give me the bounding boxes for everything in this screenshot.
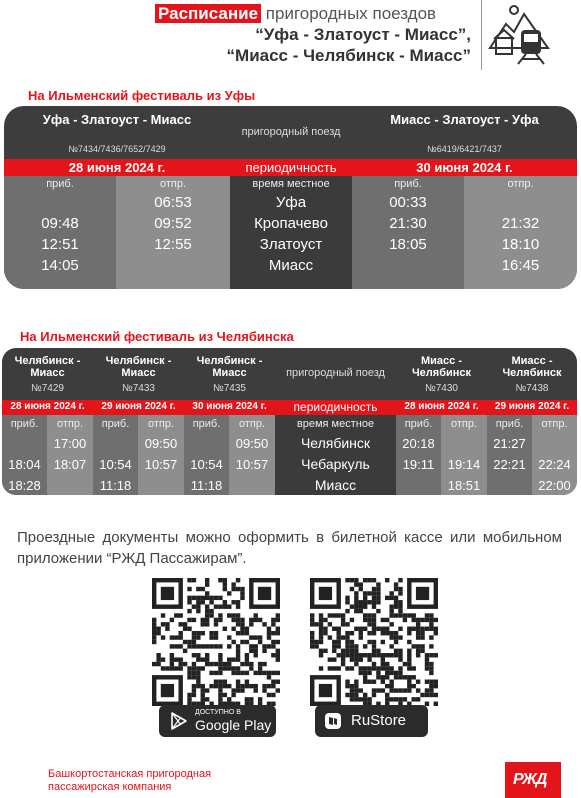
table-cell: 18:05 [389, 236, 427, 253]
section1-title: На Ильменский фестиваль из Уфы [28, 88, 256, 103]
table-cell: 12:51 [41, 236, 79, 253]
train-date: 30 июня 2024 г. [192, 401, 267, 412]
info-text: Проездные документы можно оформить в билетной кассе или мобильном приложении “РЖД Пассажирам”. [17, 529, 562, 567]
table-cell: 22:21 [493, 457, 526, 472]
train-house-icon [488, 4, 550, 66]
date-bar [2, 400, 577, 415]
rustore-button[interactable] [315, 705, 428, 737]
left-train-numbers: №7434/7436/7652/7429 [68, 144, 166, 154]
train-date: 28 июня 2024 г. [404, 401, 479, 412]
table-cell: 09:50 [235, 436, 269, 451]
left-date: 28 июня 2024 г. [68, 160, 166, 175]
table-cell: 22:00 [538, 478, 571, 493]
schedule-table-ufa [4, 106, 577, 289]
table-cell: 19:11 [402, 457, 435, 472]
station-name: Кропачево [254, 215, 328, 232]
train-header: Челябинск - Миасс [14, 355, 81, 379]
arr-label: приб. [192, 418, 221, 430]
dep-label: отпр. [541, 418, 568, 430]
qr-code-google-play[interactable] [152, 578, 280, 706]
company-line2: пассажирская компания [48, 781, 172, 793]
table-cell: 18:07 [53, 457, 87, 472]
header-route-line1: “Уфа - Златоуст - Миасс”, [255, 25, 471, 44]
table-cell: 00:33 [389, 194, 427, 211]
time-local-label: время местное [296, 418, 375, 430]
arr-label: приб. [10, 418, 39, 430]
left-dep-column [116, 176, 230, 289]
train-header: Миасс - Челябинск [411, 355, 472, 379]
table-cell: 16:45 [501, 257, 540, 274]
station-name: Чебаркуль [301, 456, 370, 472]
left-dep-label: отпр. [159, 178, 187, 190]
arr-label: приб. [404, 418, 433, 430]
header-divider [481, 0, 482, 70]
dep-label: отпр. [147, 418, 175, 430]
header-title [155, 4, 436, 24]
right-train-numbers: №6419/6421/7437 [427, 144, 502, 154]
date-bar [4, 159, 577, 176]
table-cell: 18:51 [447, 478, 481, 493]
station-name: Миасс [268, 257, 314, 274]
schedule-table-chelyabinsk [2, 348, 577, 495]
train-number: №7433 [122, 383, 155, 394]
right-date: 30 июня 2024 г. [416, 160, 513, 175]
right-dep-label: отпр. [507, 178, 534, 190]
center-header: пригородный поезд [241, 126, 341, 138]
table-cell: 14:05 [41, 257, 79, 274]
company-name [48, 768, 211, 794]
google-play-small-text: ДОСТУПНО В [195, 709, 241, 716]
section2-title: На Ильменский фестиваль из Челябинска [20, 329, 294, 344]
google-play-label: Google Play [195, 717, 272, 733]
google-play-button[interactable] [159, 705, 276, 737]
station-name: Уфа [275, 194, 307, 211]
periodicity-label: периодичность [245, 160, 337, 175]
right-route-label: Миасс - Златоуст - Уфа [390, 112, 539, 127]
right-arr-column [352, 176, 464, 289]
qr-code-rustore[interactable] [310, 578, 438, 706]
train-header: Миасс - Челябинск [502, 355, 562, 379]
rzd-logo-text: РЖД [513, 771, 547, 788]
table-cell: 11:18 [190, 478, 223, 493]
header-title-highlight: Расписание [155, 4, 261, 23]
rustore-label: RuStore [351, 712, 407, 729]
dep-label: отпр. [450, 418, 478, 430]
header-title-rest: пригородных поездов [265, 4, 437, 23]
table-cell: 17:00 [53, 436, 87, 451]
time-local-label: время местное [252, 178, 330, 190]
table-cell: 21:32 [501, 215, 540, 232]
table-cell: 09:52 [154, 215, 192, 232]
table-cell: 22:24 [538, 457, 571, 472]
train-number: №7438 [515, 383, 549, 394]
station-name: Челябинск [300, 435, 371, 451]
dep-label: отпр. [56, 418, 84, 430]
table-cell: 11:18 [99, 478, 132, 493]
table-cell: 18:04 [8, 457, 41, 472]
rzd-logo [505, 762, 561, 798]
header-route-line2: “Миасс - Челябинск - Миасс” [226, 46, 471, 65]
left-arr-label: приб. [46, 178, 74, 190]
center-header: пригородный поезд [286, 367, 385, 379]
station-name: Златоуст [259, 236, 323, 253]
train-date: 29 июня 2024 г. [101, 401, 176, 412]
arr-label: приб. [495, 418, 524, 430]
table-cell: 09:50 [144, 436, 178, 451]
train-number: №7435 [213, 383, 246, 394]
table-cell: 10:57 [144, 457, 178, 472]
table-cell: 06:53 [154, 194, 192, 211]
right-arr-label: приб. [394, 178, 422, 190]
dep-label: отпр. [238, 418, 266, 430]
arr-label: приб. [101, 418, 130, 430]
train-date: 28 июня 2024 г. [10, 401, 85, 412]
play-store-icon [169, 711, 189, 731]
table-cell: 12:55 [154, 236, 192, 253]
left-route-label: Уфа - Златоуст - Миасс [42, 112, 192, 127]
rustore-icon [324, 712, 342, 730]
table-cell: 19:14 [447, 457, 481, 472]
table-cell: 10:57 [235, 457, 269, 472]
table-cell: 09:48 [41, 215, 79, 232]
company-line1: Башкортостанская пригородная [48, 768, 212, 780]
train-header: Челябинск - Миасс [196, 355, 263, 379]
train-date: 29 июня 2024 г. [494, 401, 570, 412]
train-number: №7429 [31, 383, 64, 394]
table-cell: 20:18 [402, 436, 435, 451]
train-number: №7430 [425, 383, 458, 394]
train-header: Челябинск - Миасс [105, 355, 172, 379]
periodicity-label: периодичность [293, 400, 378, 414]
table-cell: 18:28 [8, 478, 41, 493]
table-cell: 21:30 [389, 215, 427, 232]
table-cell: 10:54 [190, 457, 223, 472]
table-cell: 21:27 [493, 436, 526, 451]
station-name: Миасс [314, 477, 357, 493]
table-cell: 18:10 [501, 236, 540, 253]
table-cell: 10:54 [99, 457, 132, 472]
